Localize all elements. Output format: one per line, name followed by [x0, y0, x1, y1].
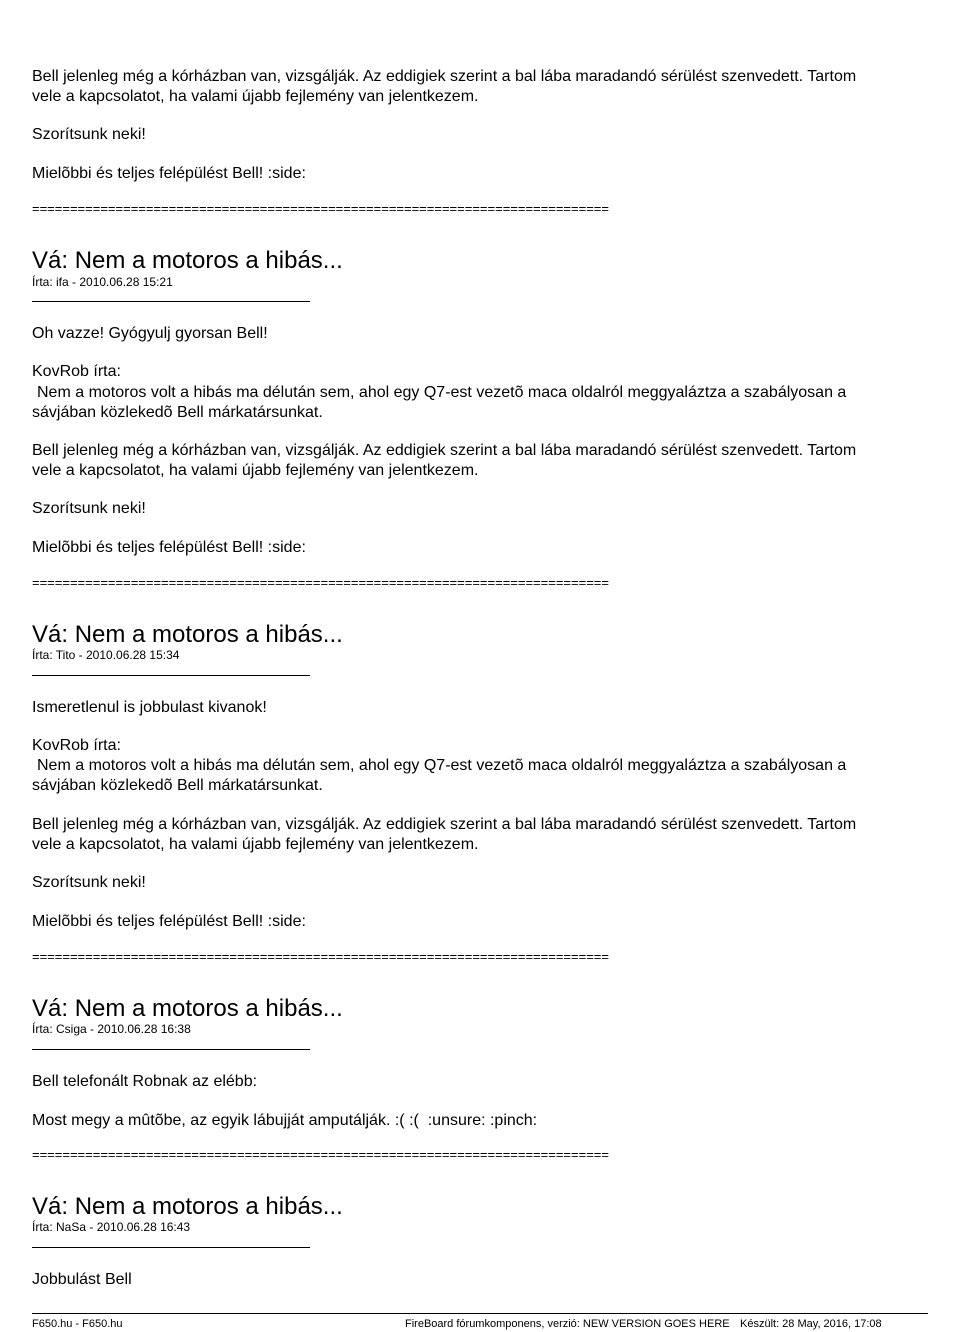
post-1-quote-line-2: sávjában közlekedõ Bell márkatársunkat.	[32, 404, 323, 421]
post-1-quote-line-4: vele a kapcsolatot, ha valami újabb fejlemény van jelentkezem.	[32, 462, 479, 479]
post-3-title: Vá: Nem a motoros a hibás...	[32, 995, 343, 1022]
post-4-message: Jobbulást Bell	[32, 1271, 132, 1288]
footer-rule	[32, 1313, 928, 1314]
post-4-meta: Írta: NaSa - 2010.06.28 16:43	[32, 1220, 191, 1234]
post-2-rule	[32, 675, 310, 676]
top-line-2: vele a kapcsolatot, ha valami újabb fejlemény van jelentkezem.	[32, 88, 479, 105]
footer-component: FireBoard fórumkomponens, verzió: NEW VERSION GOES HERE	[405, 1318, 730, 1330]
separator-1: ============================================================================	[32, 201, 609, 216]
post-1-quote-line-3: Bell jelenleg még a kórházban van, vizsgálják. Az eddigiek szerint a bal lába maradandó sérülést szenvedett. Tartom	[32, 442, 857, 459]
post-1-message: Oh vazze! Gyógyulj gyorsan Bell!	[32, 325, 268, 342]
top-line-1: Bell jelenleg még a kórházban van, vizsgálják. Az eddigiek szerint a bal lába maradandó sérülést szenvedett. Tartom	[32, 68, 857, 85]
post-1-meta: Írta: ifa - 2010.06.28 15:21	[32, 275, 173, 289]
post-1-quote-line-5: Szorítsunk neki!	[32, 500, 146, 517]
post-3-message-2: Most megy a mûtõbe, az egyik lábujját amputálják. :( :( :unsure: :pinch:	[32, 1112, 538, 1129]
post-1-quote-line-1: Nem a motoros volt a hibás ma délután sem, ahol egy Q7-est vezetõ maca oldalról meggyaláztza a szabályosan a	[37, 384, 847, 401]
post-2-quote-line-1: Nem a motoros volt a hibás ma délután sem, ahol egy Q7-est vezetõ maca oldalról meggyaláztza a szabályosan a	[37, 757, 847, 774]
separator-3: ============================================================================	[32, 949, 609, 964]
post-2-meta: Írta: Tito - 2010.06.28 15:34	[32, 648, 180, 662]
post-2-quote-line-6: Mielõbbi és teljes felépülést Bell! :side:	[32, 913, 306, 930]
post-1-quote	[32, 383, 902, 423]
post-2-quote	[32, 756, 902, 796]
post-3-message: Bell telefonált Robnak az elébb:	[32, 1073, 258, 1090]
post-3-rule	[32, 1049, 310, 1050]
post-1-quote-line-6: Mielõbbi és teljes felépülést Bell! :side:	[32, 539, 306, 556]
separator-4: ============================================================================	[32, 1147, 609, 1162]
post-1-quote-author: KovRob írta:	[32, 363, 121, 380]
post-2-quote-line-4: vele a kapcsolatot, ha valami újabb fejlemény van jelentkezem.	[32, 836, 479, 853]
post-2-quote-line-2: sávjában közlekedõ Bell márkatársunkat.	[32, 777, 323, 794]
post-4-rule	[32, 1247, 310, 1248]
post-2-quote-line-3: Bell jelenleg még a kórházban van, vizsgálják. Az eddigiek szerint a bal lába maradandó sérülést szenvedett. Tartom	[32, 816, 857, 833]
post-1-title: Vá: Nem a motoros a hibás...	[32, 247, 343, 274]
footer-site: F650.hu - F650.hu	[32, 1318, 123, 1330]
top-paragraph-3: Mielõbbi és teljes felépülést Bell! :side:	[32, 165, 306, 182]
post-2-quote-line-5: Szorítsunk neki!	[32, 874, 146, 891]
post-2-title: Vá: Nem a motoros a hibás...	[32, 621, 343, 648]
post-2-quote-author: KovRob írta:	[32, 737, 121, 754]
separator-2: ============================================================================	[32, 575, 609, 590]
post-1-rule	[32, 301, 310, 302]
footer-generated: Készült: 28 May, 2016, 17:08	[740, 1318, 882, 1330]
post-3-meta: Írta: Csiga - 2010.06.28 16:38	[32, 1022, 191, 1036]
post-4-title: Vá: Nem a motoros a hibás...	[32, 1193, 343, 1220]
post-2-message: Ismeretlenul is jobbulast kivanok!	[32, 699, 267, 716]
top-paragraph-2: Szorítsunk neki!	[32, 126, 146, 143]
